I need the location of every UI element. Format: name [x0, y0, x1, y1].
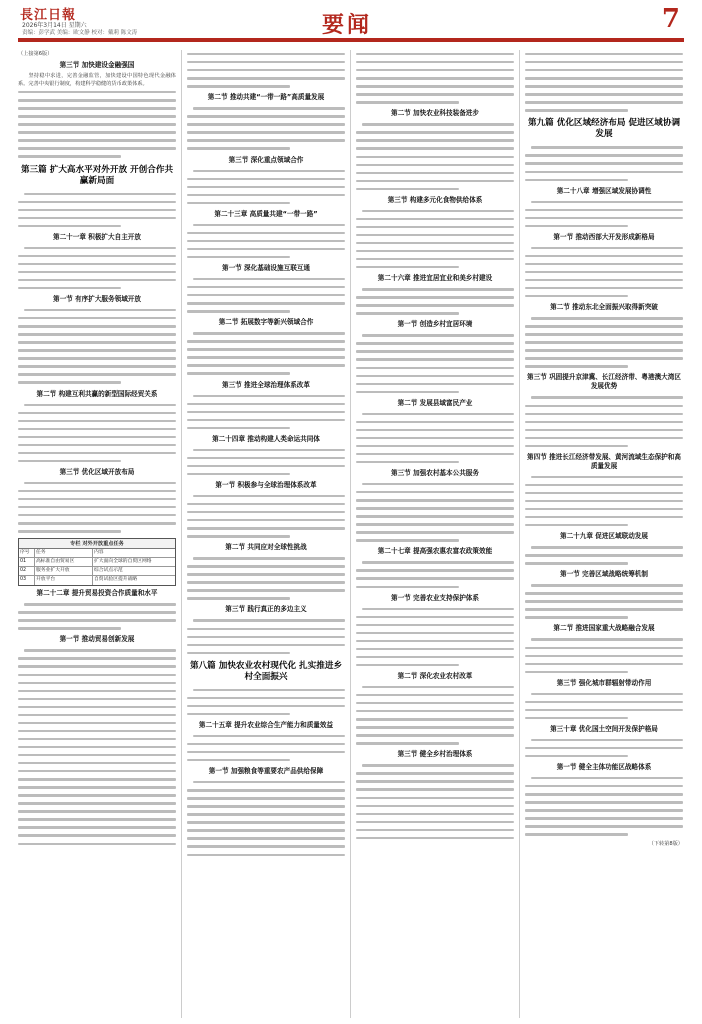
- body-text: [187, 275, 345, 315]
- article-columns: [18, 50, 684, 1018]
- table-cell: 开放平台: [35, 576, 93, 585]
- section-title: 要闻: [322, 12, 373, 38]
- body-text: [356, 120, 514, 192]
- body-text: [356, 761, 514, 841]
- table-cell: 内容: [94, 550, 104, 556]
- column-3: [356, 50, 514, 1018]
- body-text: [187, 329, 345, 377]
- body-text: [18, 190, 176, 230]
- table-row: [19, 576, 175, 585]
- section-heading: 第一节 完善区域战略统筹机制: [559, 570, 648, 579]
- body-text: [18, 306, 176, 386]
- column-rule: [350, 50, 351, 1018]
- part-heading: 第三篇 扩大高水平对外开放 开创合作共赢新局面: [20, 164, 174, 186]
- chapter-heading: 第二十九章 促进区域联动发展: [559, 532, 648, 541]
- part-heading: 第九篇 优化区域经济布局 促进区域协调发展: [527, 118, 681, 140]
- table-cell: 任务: [35, 549, 93, 557]
- table-row: [19, 549, 175, 558]
- body-text: [525, 314, 683, 370]
- section-heading: 第一节 推动西部大开发形成新格局: [553, 232, 655, 241]
- chapter-heading: 第二十二章 提升贸易投资合作质量和水平: [36, 589, 158, 598]
- chapter-heading: 第二十一章 积极扩大自主开放: [52, 232, 141, 241]
- table-row: [19, 567, 175, 576]
- body-text: [187, 732, 345, 764]
- section-heading: 第二节 推进国家重大战略融合发展: [553, 624, 655, 633]
- body-text: [356, 410, 514, 466]
- table-cell: 自贸试验区提升战略: [94, 577, 138, 583]
- section-heading: 第三节 推进全球治理体系改革: [221, 380, 310, 389]
- section-heading: 第一节 加强粮食等重要农产品供给保障: [208, 767, 324, 776]
- body-text: [525, 690, 683, 722]
- section-heading: 第二节 推动共建“一带一路”高质量发展: [207, 93, 325, 102]
- section-heading: 第三节 深化重点领域合作: [228, 155, 304, 164]
- section-heading: 第一节 有序扩大服务领域开放: [52, 295, 141, 304]
- body-text: [356, 480, 514, 544]
- chapter-heading: 第二十五章 提升农业综合生产能力和质量效益: [198, 720, 334, 729]
- section-heading: 第三节 践行真正的多边主义: [225, 605, 307, 614]
- section-heading: 第二节 构建互利共赢的新型国际经贸关系: [36, 389, 158, 398]
- table-cell: 01: [19, 558, 35, 566]
- column-1: [18, 50, 176, 1018]
- issue-date: 2026年3月14日 星期六: [22, 22, 87, 29]
- newspaper-logo: [20, 4, 77, 23]
- body-text: [187, 392, 345, 432]
- body-text: [187, 167, 345, 207]
- body-text: [356, 207, 514, 271]
- body-text: [525, 50, 683, 114]
- section-heading: 第三节 健全乡村治理体系: [397, 750, 473, 759]
- masthead-divider: [18, 38, 684, 42]
- body-text: [356, 683, 514, 747]
- column-rule: [181, 50, 182, 1018]
- body-text: [18, 88, 176, 160]
- body-text: [525, 736, 683, 760]
- body-paragraph: 坚持稳中求进，完善金融监管，加快建设中国特色现代金融体系。完善中央银行制度，构建科学稳健的货币政策体系。: [18, 73, 176, 88]
- body-text: [18, 600, 176, 632]
- section-heading: 第一节 深化基础设施互联互通: [221, 263, 310, 272]
- body-text: [18, 244, 176, 292]
- body-text: [187, 221, 345, 261]
- table-cell: 扩大面向全球的自贸区网络: [94, 559, 152, 565]
- column-4: [525, 50, 683, 1018]
- section-heading: 第一节 积极参与全球治理体系改革: [215, 480, 317, 489]
- chapter-heading: 第二十六章 推进宜居宜业和美乡村建设: [377, 274, 493, 283]
- body-text: [525, 635, 683, 675]
- masthead: [0, 0, 702, 48]
- body-text: [187, 492, 345, 540]
- section-heading: 第三节 加快建设金融强国: [59, 61, 135, 69]
- body-text: [187, 778, 345, 858]
- column-rule: [519, 50, 520, 1018]
- body-text: [18, 646, 176, 847]
- table-title: 专栏 对外开放重点任务: [19, 539, 175, 549]
- table-row: [19, 558, 175, 567]
- section-heading: 第三节 优化区域开放布局: [59, 467, 135, 476]
- section-heading: 第三节 巩固提升京津冀、长江经济带、粤港澳大湾区发展优势: [527, 373, 681, 391]
- body-text: [356, 285, 514, 317]
- section-heading: 第一节 推动贸易创新发展: [59, 635, 135, 644]
- section-heading: 第四节 推进长江经济带发展、黄河流域生态保护和高质量发展: [527, 452, 681, 470]
- body-text: [356, 605, 514, 669]
- table-cell: 03: [19, 576, 35, 585]
- part-heading: 第八篇 加快农业农村现代化 扎实推进乡村全面振兴: [189, 660, 343, 682]
- body-text: [356, 331, 514, 395]
- body-text: [525, 198, 683, 230]
- body-text: [18, 479, 176, 535]
- body-text: [525, 393, 683, 449]
- body-text: [187, 554, 345, 602]
- chapter-heading: 第二十七章 提高强农惠农富农政策效能: [377, 547, 493, 556]
- body-text: [525, 473, 683, 529]
- body-text: [525, 244, 683, 300]
- chapter-heading: 第二十四章 推动构建人类命运共同体: [212, 434, 320, 443]
- section-heading: 第一节 创造乡村宜居环境: [397, 320, 473, 329]
- section-heading: 第二节 深化农业农村改革: [397, 671, 473, 680]
- section-heading: 第二节 加快农业科技装备进步: [390, 109, 479, 118]
- page-number: 7: [661, 4, 680, 34]
- chapter-heading: 第二十八章 增强区域发展协调性: [556, 186, 652, 195]
- continued-to-note: （下转第8版）: [648, 841, 683, 848]
- section-heading: 第二节 发展县域富民产业: [397, 398, 473, 407]
- body-text: [187, 50, 345, 90]
- body-text: [187, 616, 345, 656]
- column-table: [18, 538, 176, 586]
- section-heading: 第二节 共同应对全球性挑战: [225, 543, 307, 552]
- table-cell: 02: [19, 567, 35, 575]
- body-text: [525, 143, 683, 183]
- body-text: [187, 104, 345, 152]
- newspaper-logo-text: 長江日報: [20, 8, 77, 23]
- table-cell: 序号: [19, 549, 35, 557]
- table-cell: 服务业扩大开放: [35, 567, 93, 575]
- body-text: [356, 558, 514, 590]
- section-heading: 第一节 健全主体功能区战略体系: [556, 763, 652, 772]
- editor-credits: 责编：彭学武 美编：欧文静 校对：戴莉 陈文涛: [22, 30, 138, 36]
- body-text: [187, 446, 345, 478]
- table-cell: 综合试点示范: [94, 568, 123, 574]
- section-heading: 第一节 完善农业支持保护体系: [390, 593, 479, 602]
- section-heading: 第三节 构建多元化食物供给体系: [387, 195, 483, 204]
- body-text: [525, 543, 683, 567]
- column-2: [187, 50, 345, 1018]
- chapter-heading: 第三十章 优化国土空间开发保护格局: [550, 724, 658, 733]
- body-text: [525, 581, 683, 621]
- body-text: [187, 686, 345, 718]
- body-text: [18, 401, 176, 465]
- body-text: [525, 774, 683, 838]
- section-heading: 第三节 加强农村基本公共服务: [390, 469, 479, 478]
- body-text: [356, 50, 514, 106]
- section-heading: 第二节 推动东北全面振兴取得新突破: [550, 303, 658, 312]
- section-heading: 第二节 拓展数字等新兴领域合作: [218, 318, 314, 327]
- continued-from-note: （上接第6版）: [18, 51, 53, 57]
- section-heading: 第三节 强化城市群辐射带动作用: [556, 678, 652, 687]
- table-cell: 高标准自由贸易区: [35, 558, 93, 566]
- chapter-heading: 第二十三章 高质量共建“一带一路”: [214, 209, 318, 218]
